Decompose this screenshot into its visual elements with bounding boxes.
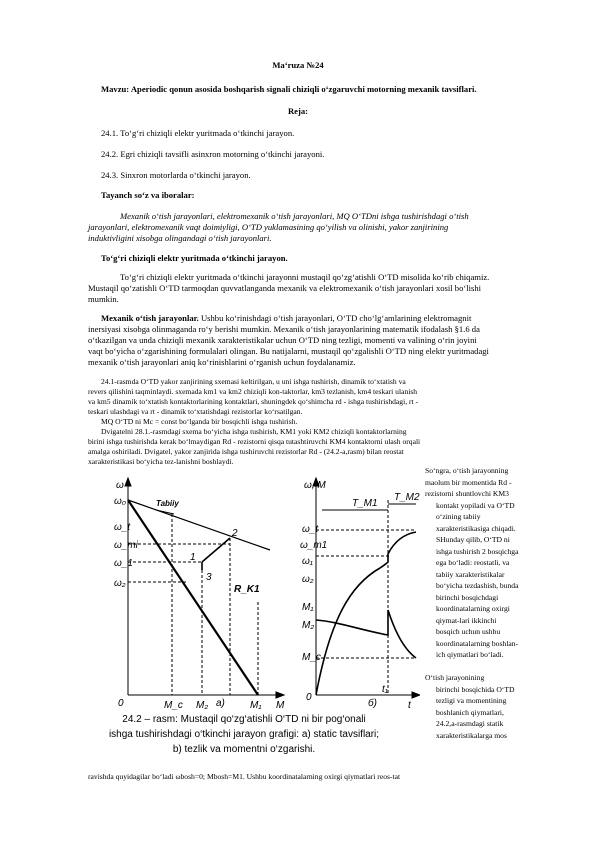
side-column-line: bo‘yicha tezdashish, bunda	[436, 581, 519, 590]
graph-a-label: M	[276, 700, 285, 710]
graph-b-label: ω_m1	[300, 540, 328, 551]
plan-item: 24.1. To‘g‘ri chiziqli elektr yuritmada o‘tkinchi jarayon.	[101, 128, 295, 138]
graph-a	[125, 478, 284, 698]
graph-a-label: ω₀	[114, 496, 127, 507]
figure-24-2	[90, 470, 420, 710]
mechanical-lead: Mexanik o‘tish jarayonlar.	[101, 313, 199, 323]
side-column-line: 24.2,a-rasmdagi statik	[436, 719, 504, 728]
graph-b-label: ω, M	[304, 480, 326, 491]
y-axis-arrow	[125, 478, 131, 486]
graph-b-label: M₁	[302, 602, 314, 613]
graph-a-label: ω_t	[114, 522, 131, 533]
graph-b-label: 0	[306, 692, 312, 703]
graph-b-label: t	[408, 700, 411, 710]
plan-item: 24.3. Sinxron motorlarda o‘tkinchi jarayon.	[101, 170, 251, 180]
side-column-line: birinchi bosqichida O‘TD	[436, 684, 515, 694]
x-axis-arrow	[412, 692, 420, 698]
graph-a-label: ω_mi	[114, 540, 138, 551]
side-column-line: kontakt yopiladi va O‘TD	[436, 500, 515, 510]
keywords-line: Mexanik o‘tish jarayonlari, elektromexanik o‘tish jarayonlari, MQ O‘TDni ishga tushirishdagi o‘tish	[120, 211, 469, 221]
point-label: 2	[232, 528, 238, 539]
keywords-line: induktivligini xisobga olingandagi o‘tish jarayonlari.	[88, 233, 272, 243]
side-column-line: qiymat-lari ikkinchi	[436, 615, 497, 625]
graph-a-sub: a)	[216, 698, 225, 709]
graph-b-label: ω₁	[302, 556, 313, 567]
figure-caption-line: 24.2 – rasm: Mustaqil qo‘zg‘atishli O‘TD ni bir pog‘onali	[122, 714, 366, 725]
side-column-line: rezistorni shuntlovchi KM3	[425, 489, 509, 498]
side-column-line: tabiiy xarakteristikalar	[436, 569, 505, 579]
plan-item: 24.2. Egri chiziqli tavsifli asinxron motorning o‘tkinchi jarayoni.	[101, 149, 325, 159]
side-column-line: koordinatalarning boshlan-	[436, 638, 519, 648]
figure-caption-line: b) tezlik va momentni o‘zgarishi.	[172, 744, 316, 755]
graph-a-label: M₂	[196, 700, 209, 710]
side-column-line: ishga tushirish 2 bosqichga	[436, 546, 519, 556]
step-line	[202, 538, 230, 562]
side-column-line: So‘ngra, o‘tish jarayonning	[425, 466, 509, 475]
graph-a-label: ω_1	[114, 558, 133, 569]
paragraph-line: va km5 dinamik to‘xtatish kontaktorlarining kontaktlari, shuningdek qo‘shimcha rd - ishga tushirishdagi, rt -	[88, 397, 419, 406]
side-column-line: o‘zining tabiiy	[436, 512, 481, 521]
graph-b-label: T_M1	[352, 498, 378, 509]
curve-label: Tabiiy	[156, 499, 179, 508]
point-label: 1	[190, 552, 196, 563]
paragraph-line: mumkin.	[88, 294, 119, 304]
graph-b	[313, 478, 420, 698]
plan-title: Reja:	[287, 106, 309, 116]
side-column-line: ich qiymatlari bo‘ladi.	[436, 650, 504, 659]
paragraph-line: Mustaqil qo‘zatishli O‘TD tarmoqdan quvvatlanganda mexanik va elektromexanik o‘tish jarayonlari xosil bo‘lishi	[88, 283, 482, 293]
lecture-title: Ma‘ruza №24	[272, 60, 324, 70]
graph-b-label: ω_t	[302, 524, 319, 535]
side-column-line: bosqich uchun ushbu	[436, 627, 501, 636]
paragraph-line: To‘g‘ri chiziqli elektr yuritmada o‘tkinchi jarayonni mustaqil qo‘zg‘atishli O‘TD misolida ko‘rib chiqamiz.	[120, 272, 490, 282]
paragraph-line: Dvigatelni 28.1.-rasmdagi sxema bo‘yicha ishga tushirish, KM1 yoki KM2 chiziqli kontaktorlarning	[101, 427, 407, 436]
graph-a-label: M₁	[250, 700, 262, 710]
lecture-topic: Mavzu: Aperiodic qonun asosida boshqarish signali chiziqli o‘zgaruvchi motorning mexanik tavsiflari.	[101, 84, 477, 94]
paragraph-line: ravishda quyidagilar bo‘ladi ωbosh=0; Mbosh=M1. Ushbu koordinatalarning oxirgi qiymatlari reos-tat	[88, 772, 401, 781]
paragraph-line: vaqt bo‘yicha o‘zgarishining formulalari olingan. Bu natijalarni, mustaqil qo‘zgalishli O‘TD ning elektr yuritmadagi	[88, 346, 489, 356]
graph-b-label: T_M2	[394, 492, 420, 503]
graph-b-label: ω₂	[302, 574, 314, 585]
side-column-line: boshlanich qiymatlari,	[436, 707, 504, 717]
paragraph-line: inersiyasi xisobga olinmaganda ro‘y berishi mumkin. Mexanik o‘tish jarayonlarining matematik ifodalash §1.6 da	[88, 324, 480, 334]
rk-label: R_K1	[234, 584, 260, 595]
graph-a-label: ω	[116, 480, 124, 491]
side-column-line: O‘tish jarayonining	[425, 673, 485, 682]
side-column-line: maolum bir momentida Rd -	[425, 477, 512, 487]
paragraph-line: birini ishga tushirishda kerak bo‘lmaydigan Rd - rezistorni qisqa tutashtiruvchi KM4 kontaktorni ulash orqali	[88, 437, 421, 446]
mechanical-text: Ushbu ko‘rinishdagi o‘tish jarayonlari, O‘TD cho‘lg‘amlarining elektromagnit	[200, 313, 472, 323]
side-column-line: ega bo‘ladi: reostatli, va	[436, 558, 510, 567]
graph-b-sub: б)	[368, 698, 377, 709]
paragraph-line: amalga oshiriladi. Dvigatel, yakor zanjirida ishga tushiruvchi rezistorlar Rd - (24.2-a,rasm) bilan reostat	[88, 447, 404, 456]
graph-a-label: M_c	[164, 700, 183, 710]
paragraph-line: mexanik o‘tish jarayonlari aniq ko‘rinishlarini o‘rganish uchun foydalanamiz.	[88, 357, 356, 367]
paragraph-line	[101, 313, 471, 324]
side-column-line: xarakteristikasiga chiqadi.	[436, 523, 516, 533]
natural-line	[128, 500, 270, 550]
graph-b-label: M₂	[302, 620, 315, 631]
graph-a-label: ω₂	[114, 578, 126, 589]
point-label: 3	[206, 572, 212, 583]
paragraph-line: xarakteristikasi bo‘yicha tez-lanishni boshlaydi.	[88, 457, 234, 466]
side-column-line: tezligi va momentining	[436, 696, 507, 705]
figure-caption-line: ishga tushirishdagi o‘tkinchi jarayon grafigi: a) static tavsiflari;	[108, 729, 380, 740]
side-column-line: xarakteristikalarga mos	[436, 730, 507, 740]
keywords-title: Tayanch so‘z va iboralar:	[101, 190, 195, 200]
paragraph-line: o‘tkazilgan va unda chiziqli mexanik xarakteristikalar uchun O‘TD ning tezligi, momenti va valining o‘rin joyini	[88, 335, 477, 345]
paragraph-line: 24.1-rasmda O‘TD yakor zanjirining sxemasi keltirilgan, u uni ishga tushirish, dinamik to‘xtatish va	[101, 377, 406, 386]
side-column-line: birinchi bosqichdagi	[436, 592, 499, 602]
graph-a-label: 0	[118, 698, 124, 709]
x-axis-arrow	[276, 692, 284, 698]
graph-b-label: t₁	[382, 684, 388, 695]
graph-b-label: M_c	[302, 652, 321, 663]
keywords-line: jarayonlari, elektromexanik vaqt doimiyligi, O‘TD yuklamasining qo‘yilish va olinishi, yakor zanjirining	[88, 222, 449, 232]
side-column-line: koordinatalarning oxirgi	[436, 604, 510, 613]
paragraph-line: revers qilishini taqminlaydi. sxemada km1 va km2 chiziqli kon-taktorlar, km3 tezlanish, km4 teskari ulanish	[88, 387, 418, 396]
section-heading: To‘g‘ri chiziqli elektr yuritmada o‘tkinchi jarayon.	[101, 253, 288, 263]
rheostat-line	[128, 500, 258, 695]
paragraph-line: teskari ulashdagi va rt - dinamik to‘xtatishdagi rezistorlar ko‘rsatilgan.	[88, 407, 303, 416]
side-column-line: SHunday qilib, O‘TD ni	[436, 535, 510, 544]
paragraph-line: MQ O‘TD ni Mc = const bo‘lganda bir bosqichli ishga tushirish.	[101, 417, 298, 426]
